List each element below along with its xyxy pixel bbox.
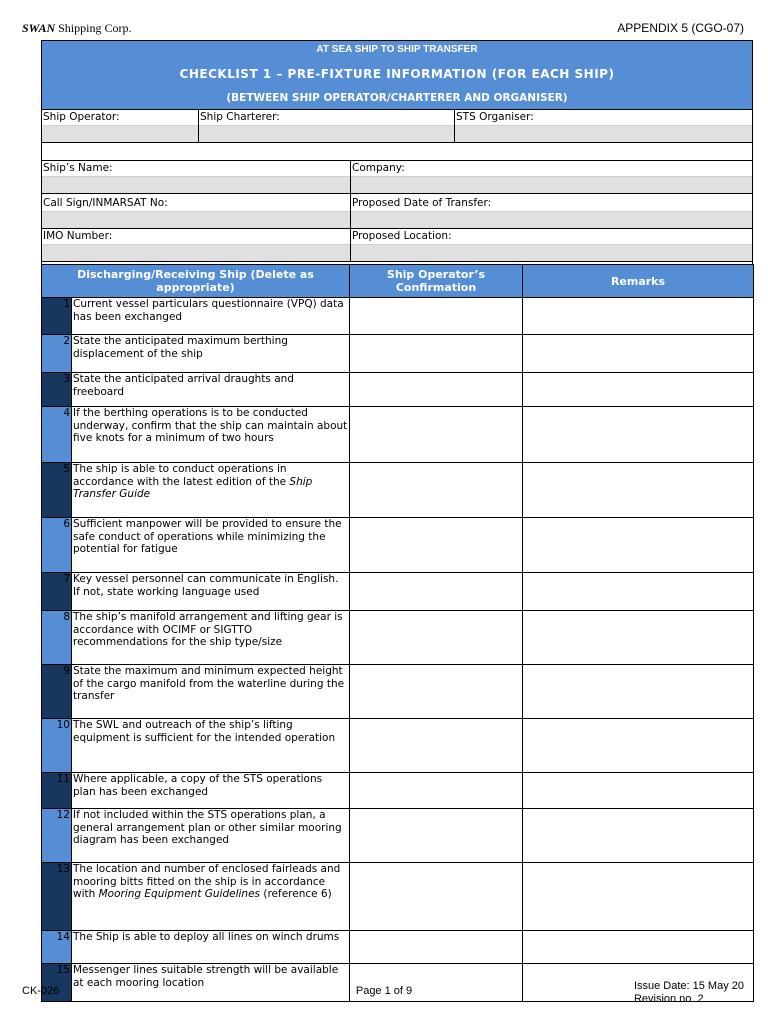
remarks-cell[interactable] <box>523 863 754 931</box>
confirmation-cell[interactable] <box>350 407 523 463</box>
item-number: 13 <box>56 863 70 875</box>
sts-organiser-input[interactable] <box>455 125 752 142</box>
item-description <box>72 611 350 665</box>
ship-charterer-label: Ship Charterer: <box>200 111 280 123</box>
ships-name-label: Ship’s Name: <box>43 162 113 174</box>
confirmation-cell[interactable] <box>350 335 523 373</box>
ship-charterer-field[interactable] <box>199 110 455 142</box>
col-header-remarks: Remarks <box>523 265 754 298</box>
item-number-cell <box>42 463 72 518</box>
item-number-cell <box>42 518 72 573</box>
ship-operator-input[interactable] <box>42 125 198 142</box>
remarks-cell[interactable] <box>523 407 754 463</box>
item-reference: Mooring Equipment Guidelines <box>98 888 261 900</box>
item-number: 4 <box>63 407 70 419</box>
proposed-date-input[interactable] <box>351 211 752 228</box>
company-name <box>22 21 131 36</box>
ship-charterer-input[interactable] <box>199 125 454 142</box>
call-sign-label: Call Sign/INMARSAT No: <box>43 197 168 209</box>
item-number: 12 <box>56 809 70 821</box>
item-reference: Ship Transfer Guide <box>73 475 313 500</box>
item-text: State the anticipated arrival draughts and freeboard <box>73 373 294 398</box>
table-row <box>42 863 754 931</box>
item-description <box>72 809 350 863</box>
remarks-cell[interactable] <box>523 373 754 407</box>
company-label: Company: <box>352 162 405 174</box>
ships-name-input[interactable] <box>42 176 350 193</box>
document-code: CK-026 <box>22 985 60 997</box>
item-description <box>72 863 350 931</box>
imo-row <box>41 229 753 262</box>
table-row <box>42 931 754 964</box>
item-text: Where applicable, a copy of the STS operations plan has been exchanged <box>73 773 323 798</box>
item-number-cell <box>42 373 72 407</box>
ship-operator-field[interactable] <box>42 110 199 142</box>
item-description <box>72 518 350 573</box>
ships-name-field[interactable] <box>42 161 351 193</box>
appendix-label: APPENDIX 5 (CGO-07) <box>617 21 744 35</box>
remarks-cell[interactable] <box>523 611 754 665</box>
remarks-cell[interactable] <box>523 518 754 573</box>
item-text: State the maximum and minimum expected height of the cargo manifold from the waterline during the transfer <box>73 665 345 702</box>
table-row <box>42 373 754 407</box>
company-input[interactable] <box>351 176 752 193</box>
item-text: Key vessel personnel can communicate in English. If not, state working language used <box>73 573 339 598</box>
parties-row <box>41 110 753 143</box>
table-row <box>42 463 754 518</box>
item-text: The ship is able to conduct operations in accordance with the latest edition of the <box>73 463 290 488</box>
spacer <box>41 143 753 160</box>
imo-number-label: IMO Number: <box>43 230 113 242</box>
remarks-cell[interactable] <box>523 463 754 518</box>
confirmation-cell[interactable] <box>350 665 523 719</box>
remarks-cell[interactable] <box>523 335 754 373</box>
confirmation-cell[interactable] <box>350 863 523 931</box>
table-row <box>42 335 754 373</box>
item-number: 14 <box>56 931 70 943</box>
item-number-cell <box>42 773 72 809</box>
confirmation-cell[interactable] <box>350 573 523 611</box>
item-number-cell <box>42 863 72 931</box>
ship-operator-label: Ship Operator: <box>43 111 120 123</box>
item-number-cell <box>42 719 72 773</box>
item-description <box>72 573 350 611</box>
item-text: The ship’s manifold arrangement and lifting gear is accordance with OCIMF or SIGTTO recommendations for the ship type/size <box>73 611 343 648</box>
proposed-location-label: Proposed Location: <box>352 230 452 242</box>
table-row <box>42 611 754 665</box>
table-row <box>42 665 754 719</box>
item-text: State the anticipated maximum berthing displacement of the ship <box>73 335 288 360</box>
callsign-row <box>41 194 753 229</box>
item-text-suffix: (reference 6) <box>260 888 332 900</box>
company-field[interactable] <box>351 161 752 193</box>
confirmation-cell[interactable] <box>350 719 523 773</box>
proposed-date-label: Proposed Date of Transfer: <box>352 197 492 209</box>
proposed-location-field[interactable] <box>351 229 752 261</box>
item-description <box>72 931 350 964</box>
checklist-title: CHECKLIST 1 – PRE-FIXTURE INFORMATION (FOR EACH SHIP) <box>179 67 615 81</box>
col-header-item: Discharging/Receiving Ship (Delete as appropriate) <box>42 265 350 298</box>
item-text: The location and number of enclosed fairleads and mooring bitts fitted on the ship is in accordance with <box>73 863 341 900</box>
checklist-body <box>42 298 754 1002</box>
item-number-cell <box>42 573 72 611</box>
item-number-cell <box>42 809 72 863</box>
item-number: 15 <box>56 964 70 976</box>
remarks-cell[interactable] <box>523 573 754 611</box>
item-text: Sufficient manpower will be provided to ensure the safe conduct of operations while minimizing the potential for fatigue <box>73 518 342 555</box>
item-number: 2 <box>63 335 70 347</box>
checklist-sheet <box>41 40 753 1002</box>
remarks-cell[interactable] <box>523 931 754 964</box>
remarks-cell[interactable] <box>523 298 754 335</box>
item-number: 7 <box>63 573 70 585</box>
confirmation-cell[interactable] <box>350 809 523 863</box>
confirmation-cell[interactable] <box>350 298 523 335</box>
confirmation-cell[interactable] <box>350 463 523 518</box>
item-number: 6 <box>63 518 70 530</box>
item-number: 10 <box>56 719 70 731</box>
remarks-cell[interactable] <box>523 773 754 809</box>
item-number-cell <box>42 931 72 964</box>
name-row <box>41 160 753 194</box>
revision-number: Revision no. 2 <box>633 993 704 1005</box>
table-row <box>42 407 754 463</box>
table-row <box>42 573 754 611</box>
confirmation-cell[interactable] <box>350 931 523 964</box>
item-number: 11 <box>56 773 70 785</box>
item-description <box>72 463 350 518</box>
item-number-cell <box>42 407 72 463</box>
item-number-cell <box>42 298 72 335</box>
item-number: 1 <box>63 298 70 310</box>
item-description <box>72 373 350 407</box>
item-text: The SWL and outreach of the ship’s lifting equipment is sufficient for the intended operation <box>73 719 336 744</box>
remarks-cell[interactable] <box>523 665 754 719</box>
imo-number-field[interactable] <box>42 229 351 261</box>
sts-organiser-label: STS Organiser: <box>456 111 534 123</box>
table-row <box>42 809 754 863</box>
item-description <box>72 719 350 773</box>
item-text: If the berthing operations is to be conducted underway, confirm that the ship can maintain about five knots for a minimum of two hours <box>73 407 348 444</box>
proposed-location-input[interactable] <box>351 244 752 261</box>
item-number: 9 <box>63 665 70 677</box>
confirmation-cell[interactable] <box>350 773 523 809</box>
item-description <box>72 335 350 373</box>
imo-number-input[interactable] <box>42 244 350 261</box>
item-number-cell <box>42 611 72 665</box>
item-number: 3 <box>63 373 70 385</box>
checklist-table <box>41 264 754 1002</box>
issue-date: Issue Date: 15 May 20 <box>633 980 744 992</box>
table-row <box>42 719 754 773</box>
item-number-cell <box>42 665 72 719</box>
item-text: Messenger lines suitable strength will be available at each mooring location <box>73 964 339 989</box>
item-text: Current vessel particulars questionnaire (VPQ) data has been exchanged <box>73 298 344 323</box>
remarks-cell[interactable] <box>523 719 754 773</box>
item-text: The Ship is able to deploy all lines on winch drums <box>73 931 340 943</box>
revision-info <box>634 980 744 1006</box>
title-line-1: AT SEA SHIP TO SHIP TRANSFER <box>316 44 478 55</box>
proposed-date-field[interactable] <box>351 194 752 228</box>
sts-organiser-field[interactable] <box>455 110 752 142</box>
item-description <box>72 407 350 463</box>
item-number: 8 <box>63 611 70 623</box>
company-suffix: Shipping Corp. <box>55 21 132 35</box>
table-row <box>42 298 754 335</box>
title-line-3: (BETWEEN SHIP OPERATOR/CHARTERER AND ORGANISER) <box>226 92 568 104</box>
item-number-cell <box>42 335 72 373</box>
table-row <box>42 773 754 809</box>
confirmation-cell[interactable] <box>350 373 523 407</box>
call-sign-field[interactable] <box>42 194 351 228</box>
item-description <box>72 773 350 809</box>
item-number: 5 <box>63 463 70 475</box>
title-block <box>41 40 753 110</box>
item-description <box>72 298 350 335</box>
confirmation-cell[interactable] <box>350 518 523 573</box>
remarks-cell[interactable] <box>523 809 754 863</box>
col-header-confirmation: Ship Operator’s Confirmation <box>350 265 523 298</box>
table-row <box>42 518 754 573</box>
confirmation-cell[interactable] <box>350 611 523 665</box>
item-description <box>72 665 350 719</box>
call-sign-input[interactable] <box>42 211 350 228</box>
company-brand: SWAN <box>22 21 56 35</box>
table-header-row <box>42 265 754 298</box>
item-text: If not included within the STS operations plan, a general arrangement plan or other similar mooring diagram has been exchanged <box>73 809 342 846</box>
page-number: Page 1 of 9 <box>355 985 413 997</box>
